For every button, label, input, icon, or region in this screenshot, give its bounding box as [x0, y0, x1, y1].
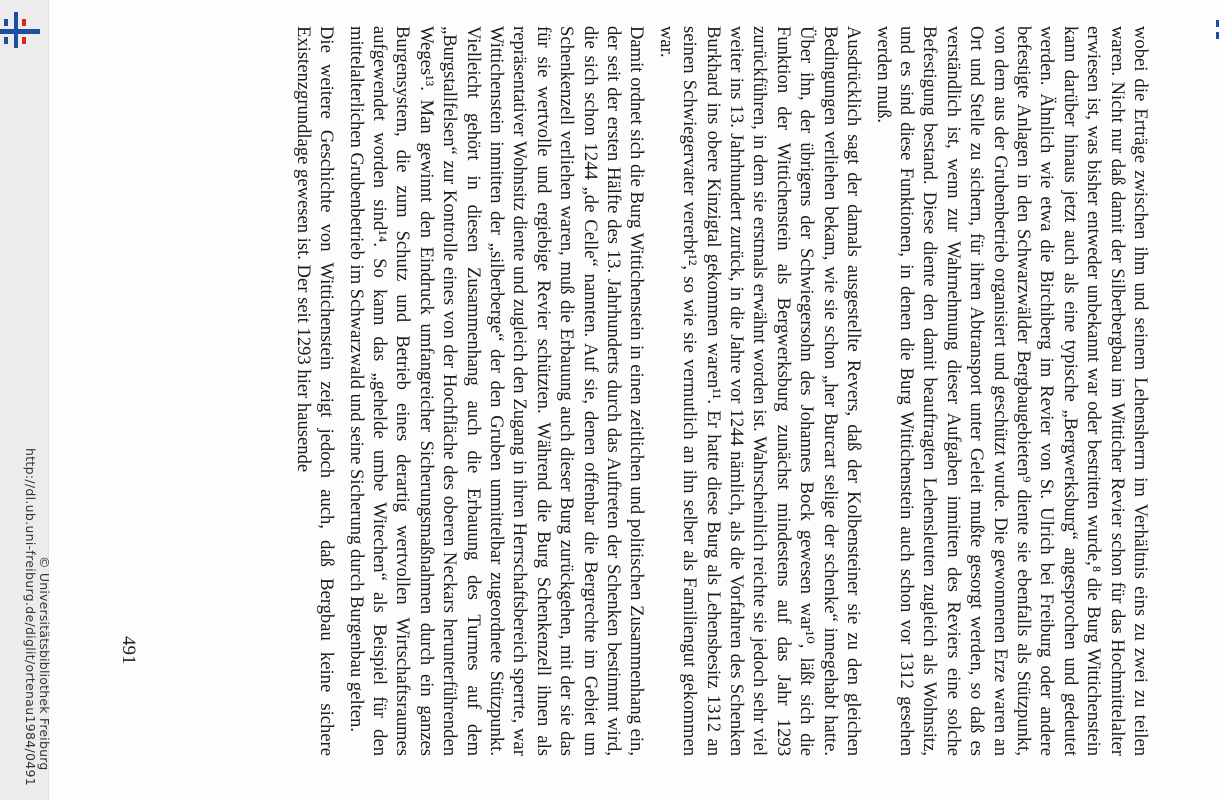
scanned-page: [118, 26, 1152, 756]
paragraph-2: Ausdrücklich sagt der damals ausgestellte Revers, daß der Kolbensteiner sie zu den gleichen Bedingungen verliehen bekam, wie sie schon „her Burcart selige der schenke“ innegehabt hatte. Über ihn, der übrigens der Schwiegersohn des Johannes Bock gewesen war¹⁰, läßt sich die Funktion der Wittichenstein als Bergwerksburg zunächst mindestens auf das Jahr 1293 zurückführen, in dem sie erstmals erwähnt worden ist. Wahrscheinlich reichte sie jedoch sehr viel weiter ins 13. Jahrhundert zurück, in die Jahre vor 1244 nämlich, als die Vorfahren des Schenken Burkhard ins obere Kinzigtal gekommen waren¹¹. Er hatte diese Burg als Lehensbesitz 1312 an seinen Schwiegervater vererbt¹², so wie sie vermutlich an ihn selber als Familiengut gekommen war.: [655, 26, 865, 756]
paragraph-1: wobei die Erträge zwischen ihm und seinem Lehensherrn im Verhältnis eins zu zwei zu teilen waren. Nicht nur daß damit der Silberbergbau im Witticher Revier schon für das Hochmittelalter erwiesen ist, was bisher entweder unbekannt war oder bestritten wurde,⁸ die Burg Wittichenstein kann darüber hinaus jetzt auch als eine typische „Bergwerksburg“ angesprochen und gedeutet werden. Ähnlich wie etwa die Birchiberg im Revier von St. Ulrich bei Freiburg oder andere befestigte Anlagen in den Schwarzwälder Bergbaugebieten⁹ diente sie ebenfalls als Stützpunkt, von dem aus der Grubenbetrieb organisiert und geschützt wurde. Die gewonnenen Erze waren an Ort und Stelle zu sichern, für ihren Abtransport unter Geleit mußte gesorgt werden, so daß es verständlich ist, wenn zur Wahrnehmung dieser Aufgaben inmitten des Reviers eine solche Befestigung bestand. Diese diente den damit beauftragten Lehensleuten zugleich als Wohnsitz, und es sind diese Funktionen, in denen die Burg Wittichenstein auch schon vor 1312 gesehen werden muß.: [872, 26, 1151, 756]
paragraph-4: Die weitere Geschichte von Wittichenstein zeigt jedoch auch, daß Bergbau keine sichere Existenzgrundlage gewesen ist. Der seit 1293 hier hausende: [292, 26, 338, 756]
paragraph-3: Damit ordnet sich die Burg Wittichenstein in einen zeitlichen und politischen Zusammenhang ein, der seit der ersten Hälfte des 13. Jahrhunderts durch das Auftreten der Schenken bestimmt wird, die sich schon 1244 „de Celle“ nannten. Auf sie, denen offenbar die Bergrechte im Gebiet um Schenkenzell verliehen waren, muß die Erbauung auch dieser Burg zurückgehen, mit der sie das für sie wertvolle und ergiebige Revier schützten. Während die Burg Schenkenzell ihnen als repräsentativer Wohnsitz diente und zugleich den Zugang in ihren Herrschaftsbereich sperrte, war Wittichenstein inmitten der „silberberge“ der den Gruben unmittelbar zugeordnete Stützpunkt. Vielleicht gehört in diesen Zusammenhang auch die Erbauung des Turmes auf dem „Burgstallfelsen“ zur Kontrolle eines von der Hochfläche des oberen Neckars herunterführenden Weges¹³. Man gewinnt den Eindruck umfangreicher Sicherungsmaßnahmen durch ein ganzes Burgensystem, die zum Schutz und Betrieb eines derartig wertvollen Wirtschaftsraumes aufgewendet worden sind¹⁴. So kann das „gehelde umbe Witechen“ als Beispiel für den mittelalterlichen Grubenbetrieb im Schwarzwald und seine Sicherung durch Burgenbau gelten.: [345, 26, 648, 756]
page-number: 491: [118, 636, 139, 665]
page-edge-marker: [1216, 20, 1220, 40]
viewer-side-info: [6, 0, 52, 800]
copyright-notice: © Universitätsbibliothek Freiburg: [37, 556, 52, 771]
permalink-url[interactable]: http://dl.ub.uni-freiburg.de/diglit/ortenau1984/0491: [23, 448, 38, 786]
